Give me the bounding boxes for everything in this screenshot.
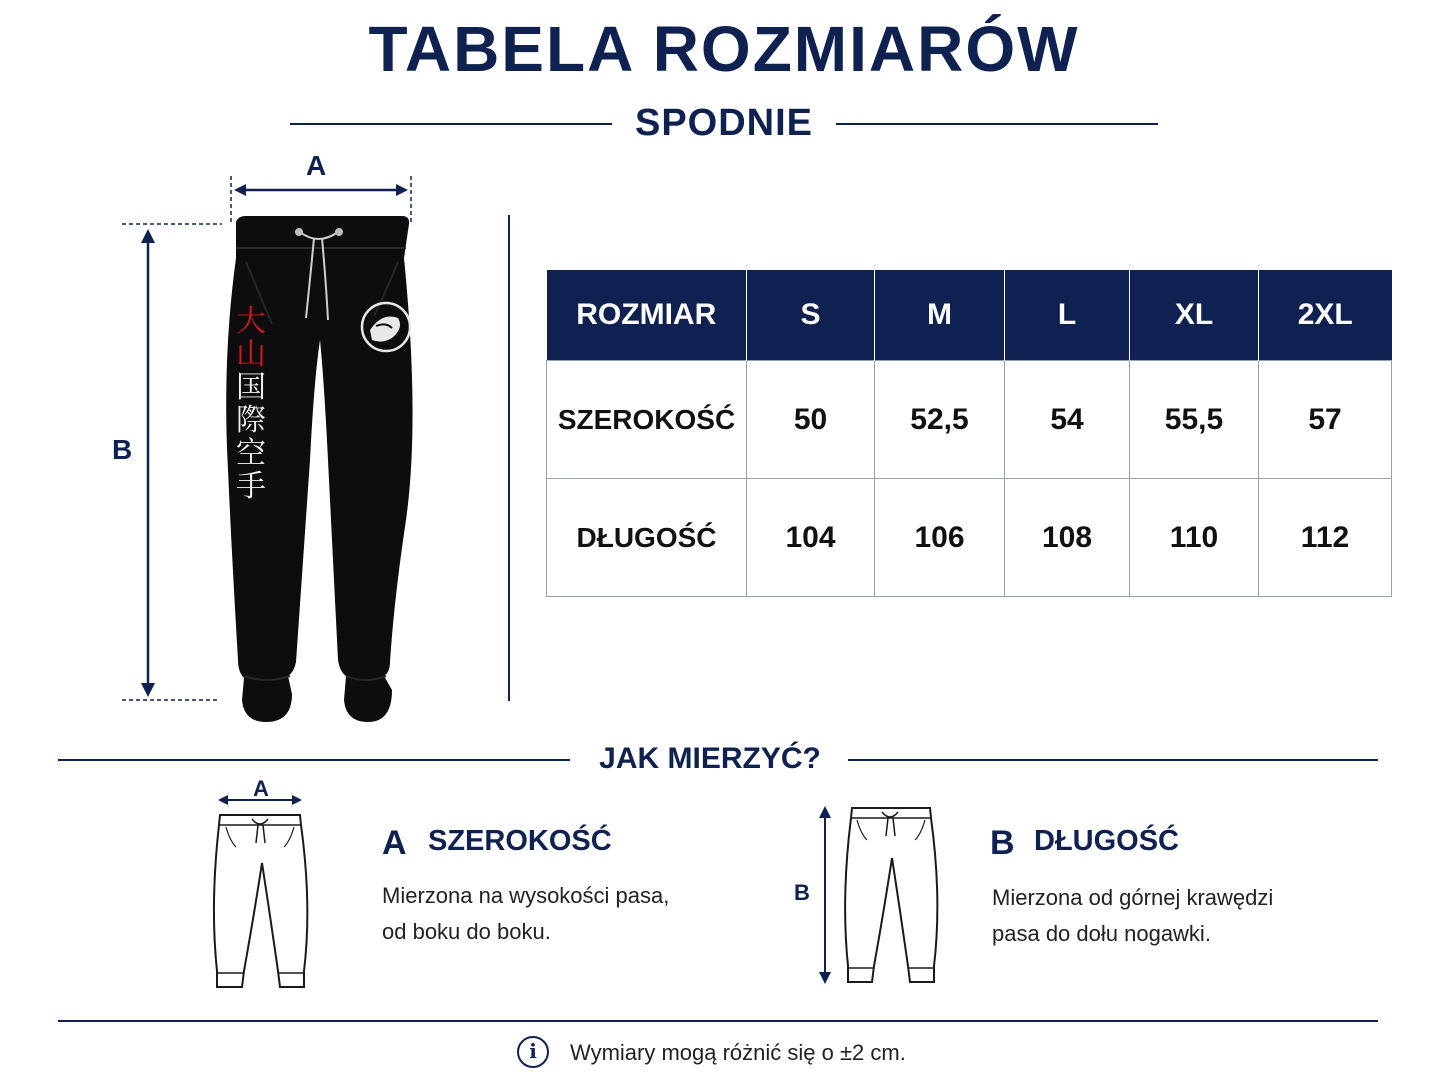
table-cell: 52,5 xyxy=(875,361,1005,479)
table-cell: 104 xyxy=(747,479,875,597)
table-cell: 50 xyxy=(747,361,875,479)
footer-note: Wymiary mogą różnić się o ±2 cm. xyxy=(570,1040,906,1065)
measure-b-desc-line: Mierzona od górnej krawędzi xyxy=(992,885,1274,910)
measure-b-desc-line: pasa do dołu nogawki. xyxy=(992,921,1211,946)
table-row xyxy=(547,361,1392,479)
table-cell: 57 xyxy=(1259,361,1392,479)
width-diagram-label: A xyxy=(253,776,269,801)
section-rule-right xyxy=(848,759,1378,761)
table-header-row xyxy=(547,270,1392,361)
table-cell: 108 xyxy=(1005,479,1130,597)
table-cell: 106 xyxy=(875,479,1005,597)
page-title: TABELA ROZMIARÓW xyxy=(368,13,1080,85)
measure-b-description xyxy=(992,880,1273,952)
row-label: DŁUGOŚĆ xyxy=(547,479,747,597)
length-diagram xyxy=(806,798,946,994)
length-diagram-label: B xyxy=(794,880,810,905)
dimension-a-label: A xyxy=(306,150,327,181)
section-rule-left xyxy=(58,759,570,761)
subtitle-rule-right xyxy=(836,123,1158,125)
column-header: L xyxy=(1005,270,1130,361)
dimension-b-arrow xyxy=(122,224,222,700)
measure-b-letter: B xyxy=(990,824,1015,862)
column-header: 2XL xyxy=(1259,270,1392,361)
dimension-a-arrow xyxy=(231,176,411,222)
measure-a-letter: A xyxy=(382,824,407,862)
table-row xyxy=(547,479,1392,597)
size-table xyxy=(546,270,1392,597)
column-header: M xyxy=(875,270,1005,361)
page-subtitle: SPODNIE xyxy=(634,102,814,144)
kanji-char: 山 xyxy=(236,337,266,372)
column-header: S xyxy=(747,270,875,361)
width-diagram xyxy=(200,775,320,995)
kanji-column xyxy=(233,305,269,503)
table-cell: 110 xyxy=(1130,479,1259,597)
kanji-char: 空 xyxy=(236,436,266,471)
footer-rule xyxy=(58,1020,1378,1022)
kanji-char: 手 xyxy=(236,469,266,504)
table-cell: 112 xyxy=(1259,479,1392,597)
column-header: ROZMIAR xyxy=(547,270,747,361)
kanji-char: 国 xyxy=(236,370,266,405)
measure-b-title: DŁUGOŚĆ xyxy=(1034,825,1179,857)
table-cell: 54 xyxy=(1005,361,1130,479)
table-cell: 55,5 xyxy=(1130,361,1259,479)
measure-a-desc-line: Mierzona na wysokości pasa, xyxy=(382,883,670,908)
kanji-char: 際 xyxy=(236,403,266,438)
measure-a-title: SZEROKOŚĆ xyxy=(428,825,612,857)
kanji-char: 大 xyxy=(236,304,266,339)
column-header: XL xyxy=(1130,270,1259,361)
measure-a-desc-line: od boku do boku. xyxy=(382,919,551,944)
how-to-measure-heading: JAK MIERZYĆ? xyxy=(599,742,821,775)
dimension-b-label: B xyxy=(112,434,133,465)
measure-a-description xyxy=(382,878,669,950)
row-label: SZEROKOŚĆ xyxy=(547,361,747,479)
vertical-divider xyxy=(508,215,510,701)
info-icon: i xyxy=(517,1036,549,1068)
